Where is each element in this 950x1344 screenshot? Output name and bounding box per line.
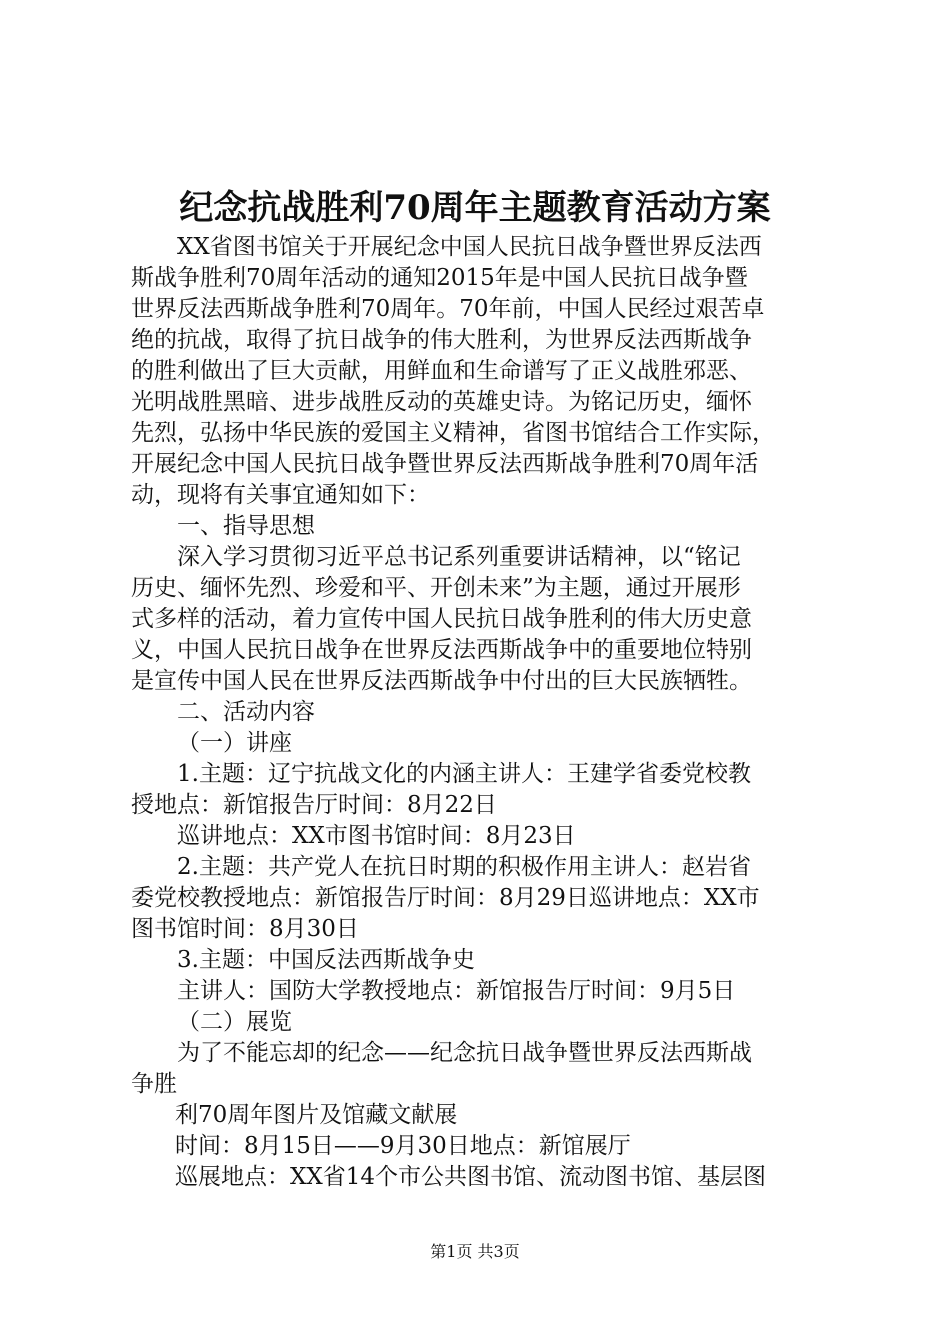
body-line: 1.主题：辽宁抗战文化的内涵主讲人：王建学省委党校教 — [177, 761, 751, 787]
section-heading: 一、指导思想 — [177, 513, 315, 539]
body-line: 的胜利做出了巨大贡献，用鲜血和生命谱写了正义战胜邪恶、 — [131, 358, 752, 384]
body-line: 委党校教授地点：新馆报告厅时间：8月29日巡讲地点：XX市 — [131, 885, 760, 911]
document-body — [131, 232, 831, 1193]
section-heading: 二、活动内容 — [177, 699, 315, 725]
body-line: 3.主题：中国反法西斯战争史 — [177, 947, 475, 973]
body-line: 斯战争胜利70周年活动的通知2015年是中国人民抗日战争暨 — [131, 265, 748, 291]
body-line: 深入学习贯彻习近平总书记系列重要讲话精神，以“铭记 — [177, 544, 741, 570]
body-line: 动，现将有关事宜通知如下： — [131, 482, 430, 508]
body-line: 2.主题：共产党人在抗日时期的积极作用主讲人：赵岩省 — [177, 854, 751, 880]
body-line: 争胜 — [131, 1071, 177, 1097]
body-line: 图书馆时间：8月30日 — [131, 916, 359, 942]
body-line: 利70周年图片及馆藏文献展 — [175, 1102, 458, 1128]
body-line: 开展纪念中国人民抗日战争暨世界反法西斯战争胜利70周年活 — [131, 451, 759, 477]
body-line: 绝的抗战，取得了抗日战争的伟大胜利，为世界反法西斯战争 — [131, 327, 752, 353]
body-line: 巡讲地点：XX市图书馆时间：8月23日 — [177, 823, 576, 849]
page-footer: 第1页 共3页 — [430, 1242, 520, 1261]
body-line: 是宣传中国人民在世界反法西斯战争中付出的巨大民族牺牲。 — [131, 668, 752, 694]
body-line: 义，中国人民抗日战争在世界反法西斯战争中的重要地位特别 — [131, 637, 752, 663]
body-line: 世界反法西斯战争胜利70周年。70年前，中国人民经过艰苦卓 — [131, 296, 765, 322]
body-line: 式多样的活动，着力宣传中国人民抗日战争胜利的伟大历史意 — [131, 606, 752, 632]
body-line: 巡展地点：XX省14个市公共图书馆、流动图书馆、基层图 — [175, 1164, 767, 1190]
body-line: 为了不能忘却的纪念——纪念抗日战争暨世界反法西斯战 — [177, 1040, 752, 1066]
subsection-heading: （二）展览 — [177, 1009, 292, 1035]
body-line: 历史、缅怀先烈、珍爱和平、开创未来”为主题，通过开展形 — [131, 575, 741, 601]
subsection-heading: （一）讲座 — [177, 730, 292, 756]
body-line: 授地点：新馆报告厅时间：8月22日 — [131, 792, 497, 818]
body-line: 主讲人：国防大学教授地点：新馆报告厅时间：9月5日 — [177, 978, 736, 1004]
body-line: 时间：8月15日——9月30日地点：新馆展厅 — [175, 1133, 631, 1159]
body-line: 先烈，弘扬中华民族的爱国主义精神，省图书馆结合工作实际， — [131, 420, 775, 446]
body-line: XX省图书馆关于开展纪念中国人民抗日战争暨世界反法西 — [177, 234, 762, 260]
document-title: 纪念抗战胜利70周年主题教育活动方案 — [179, 188, 771, 228]
body-line: 光明战胜黑暗、进步战胜反动的英雄史诗。为铭记历史，缅怀 — [131, 389, 752, 415]
